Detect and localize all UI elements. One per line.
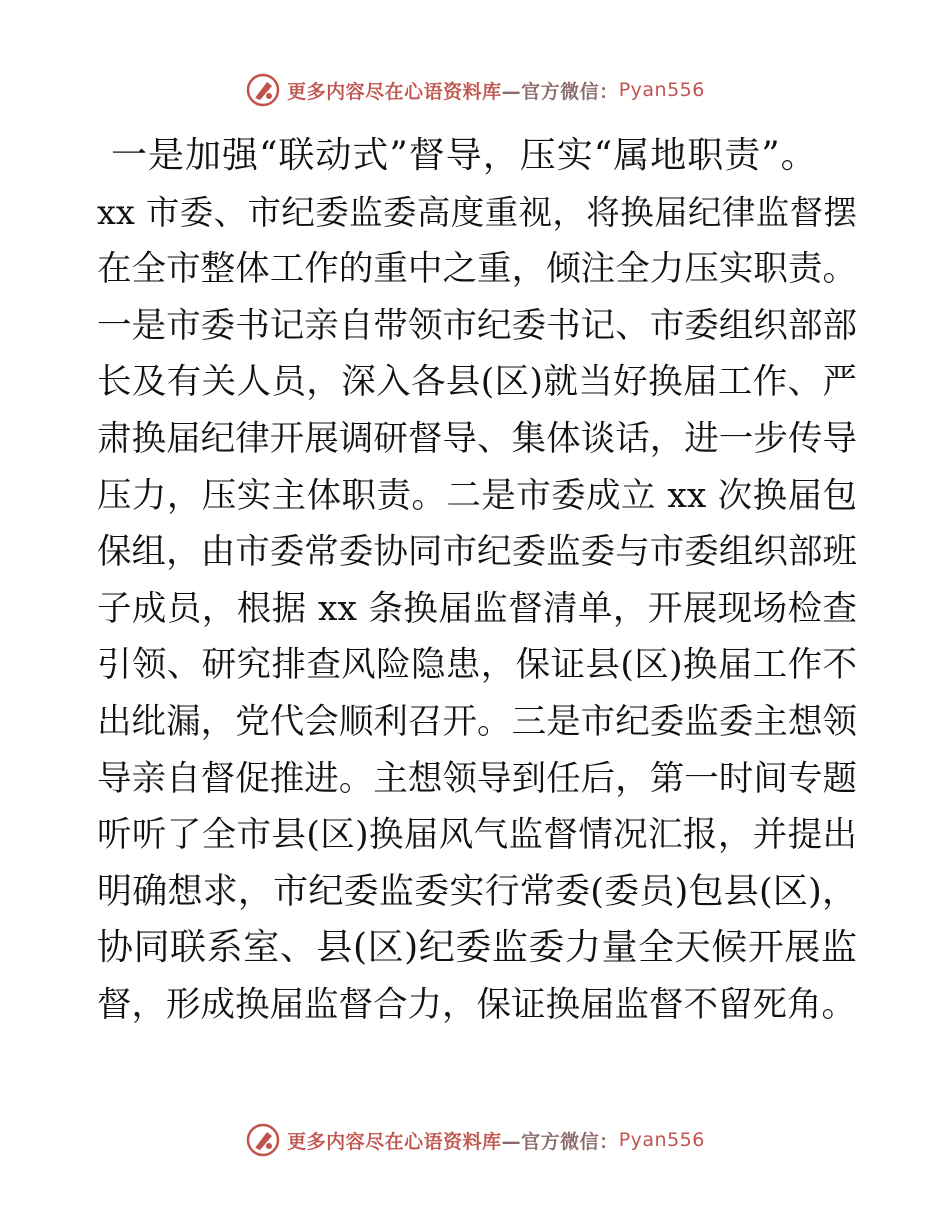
watermark-wechat-label: —官方微信： [501,1130,619,1153]
header-watermark [0,70,950,110]
text-line: 在全市整体工作的重中之重，倾注全力压实职责。 [97,249,857,290]
watermark-wechat-label: —官方微信： [501,80,619,103]
text-line: 压力，压实主体职责。二是市委成立 xx 次换届包 [97,475,857,516]
watermark-wechat-id: Pyan556 [618,79,705,101]
footer-watermark [0,1120,950,1160]
pen-circle-logo-icon [245,1122,281,1158]
text-line: 保组，由市委常委协同市纪委监委与市委组织部班 [97,532,857,573]
pen-circle-logo-icon [245,72,281,108]
watermark-wechat-id: Pyan556 [618,1129,705,1151]
text-line: 明确想求，市纪委监委实行常委(委员)包县(区)， [97,871,857,912]
text-line: 长及有关人员，深入各县(区)就当好换届工作、严 [97,362,857,403]
text-line: 督，形成换届监督合力，保证换届监督不留死角。 [97,984,856,1025]
text-line: 引领、研究排查风险隐患，保证县(区)换届工作不 [97,645,857,686]
watermark-site-name: 更多内容尽在心语资料库 [287,80,502,103]
text-line: xx 市委、市纪委监委高度重视，将换届纪律监督摆 [97,192,857,232]
text-line: 一是加强“联动式”督导，压实“属地职责”。 [111,135,818,176]
text-line: 出纰漏，党代会顺利召开。三是市纪委监委主想领 [97,701,857,742]
text-line: 子成员，根据 xx 条换届监督清单，开展现场检查 [97,588,857,629]
text-line: 肃换届纪律开展调研督导、集体谈话，进一步传导 [97,418,857,459]
text-line: 一是市委书记亲自带领市纪委书记、市委组织部部 [97,305,857,346]
document-body [97,128,857,1034]
watermark-site-name: 更多内容尽在心语资料库 [287,1130,502,1153]
text-line: 听听了全市县(区)换届风气监督情况汇报，并提出 [97,815,857,856]
text-line: 协同联系室、县(区)纪委监委力量全天候开展监 [97,927,857,969]
text-line: 导亲自督促推进。主想领导到任后，第一时间专题 [97,758,857,799]
